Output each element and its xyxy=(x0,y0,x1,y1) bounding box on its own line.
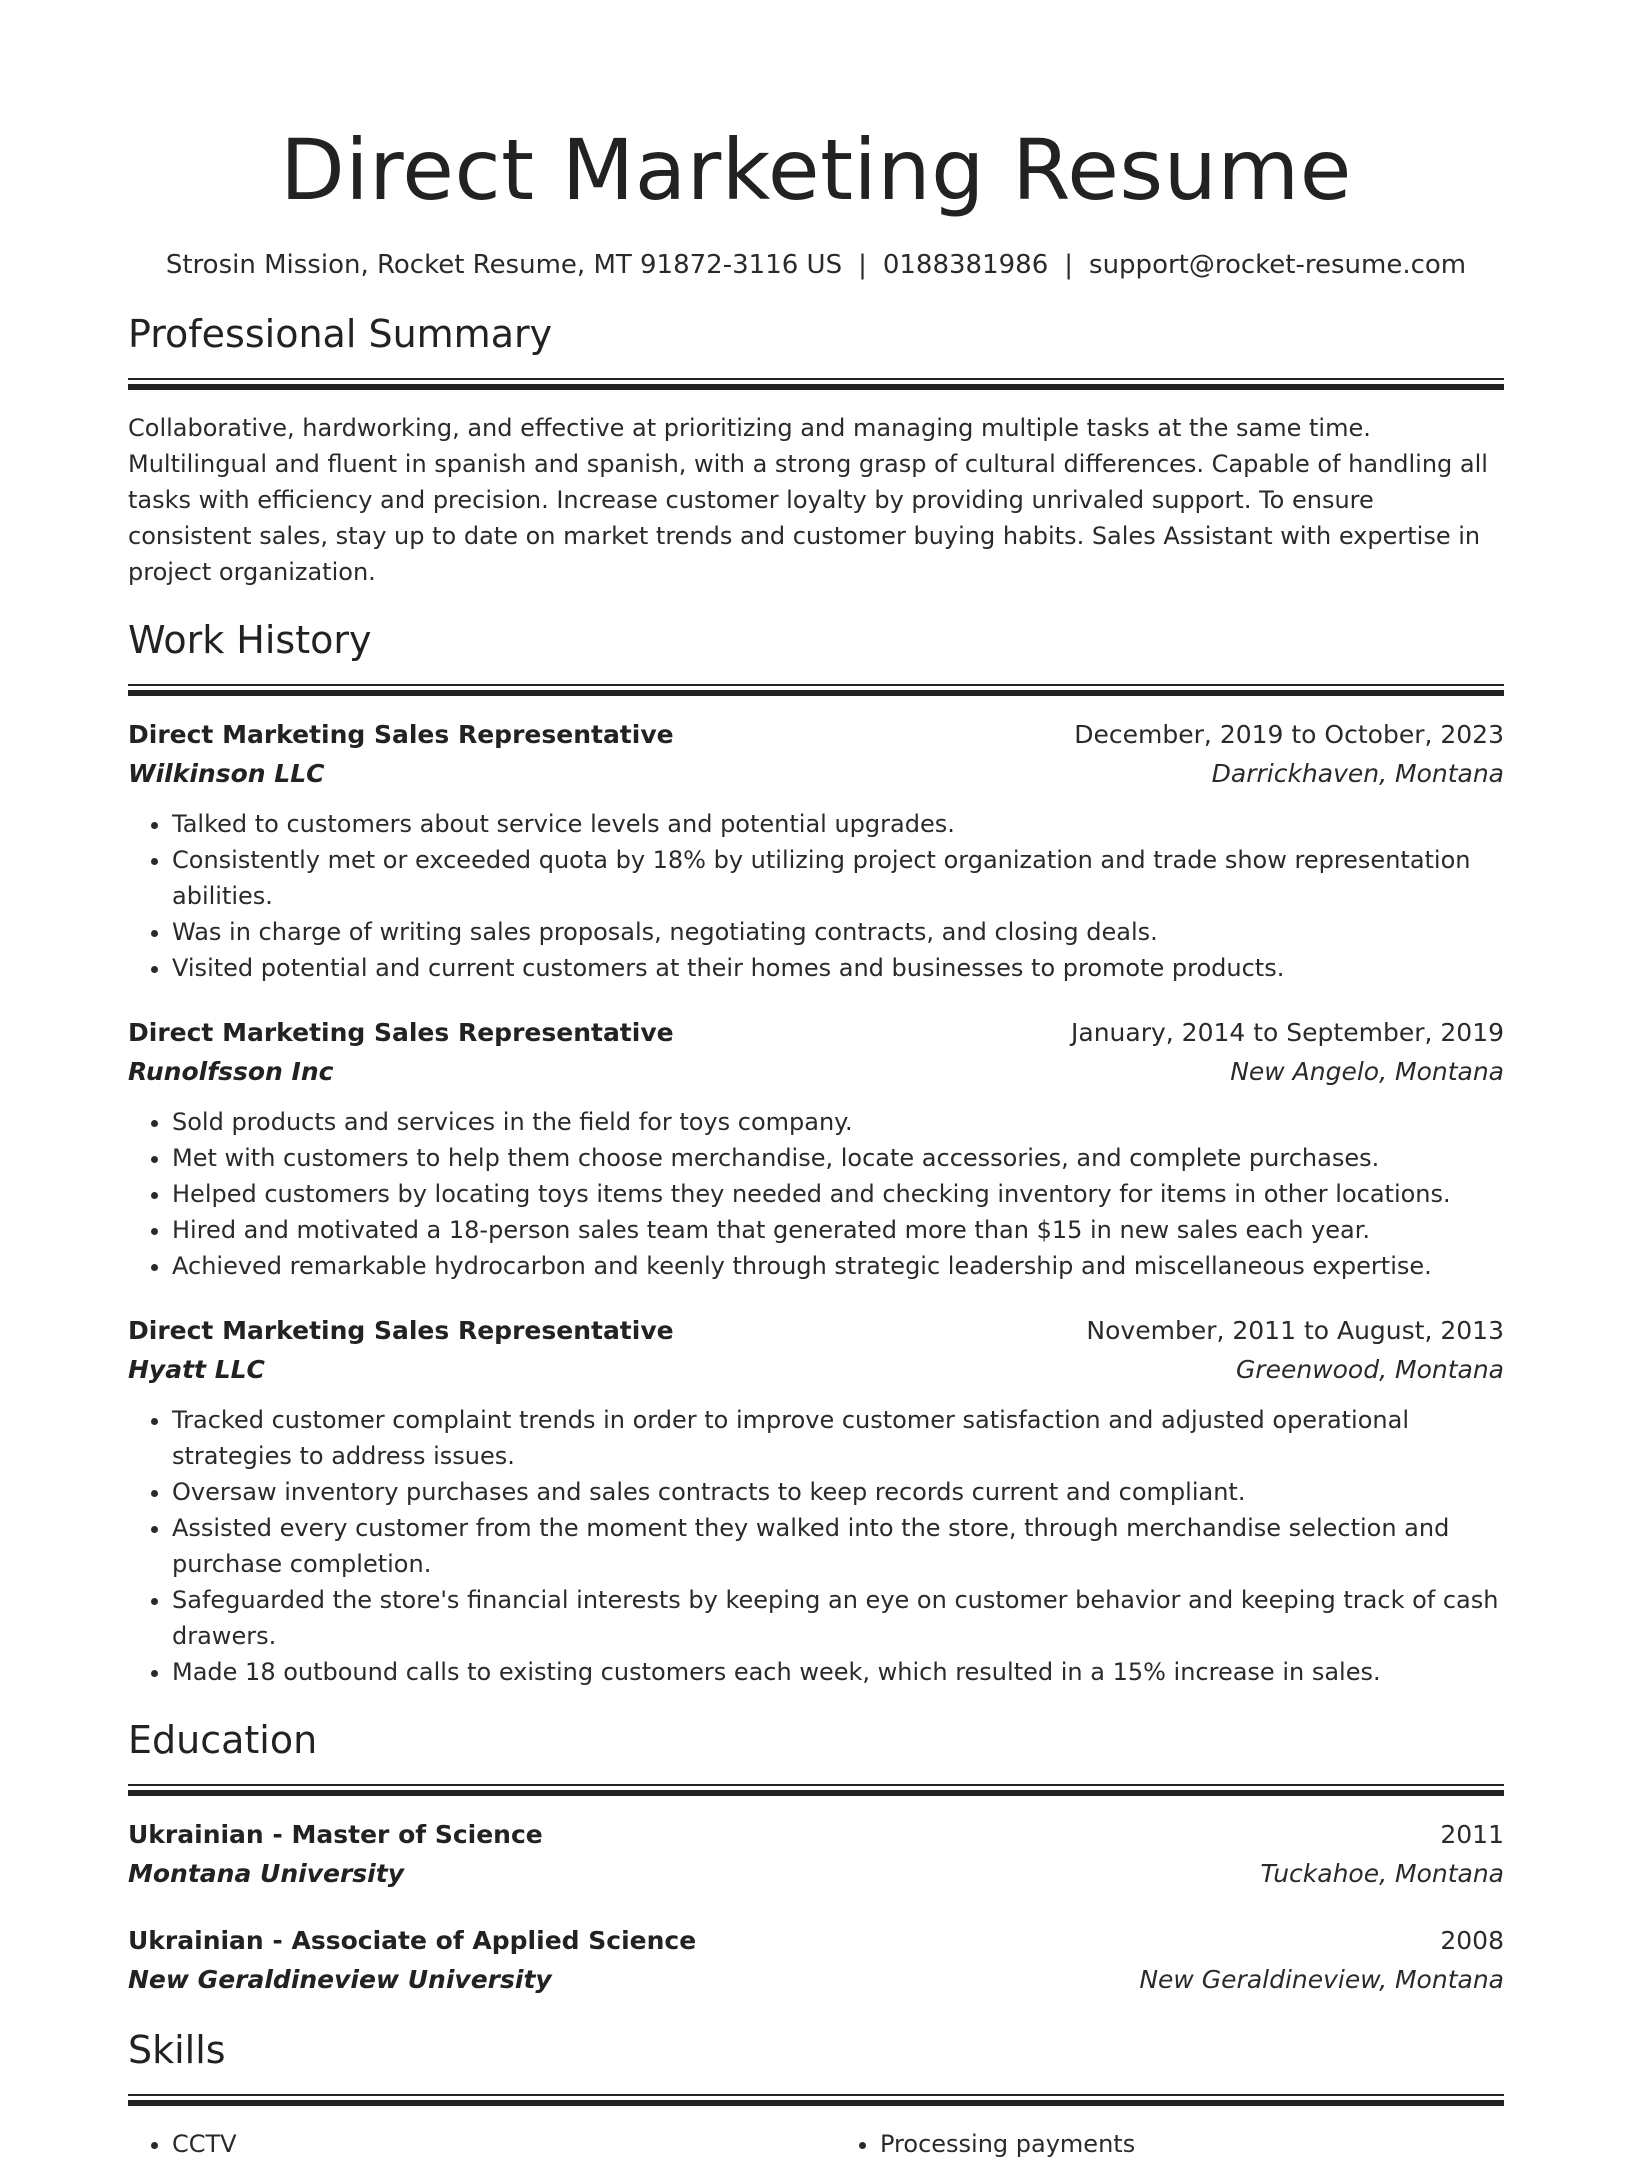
summary-text: Collaborative, hardworking, and effective at prioritizing and managing multiple tasks at the same time. Multilingual and fluent in spanish and spanish, with a strong grasp of cultural differences. Capable of handling all tasks with efficiency and precision. Increase customer loyalty by providing unrivaled support. To ensure consistent sales, stay up to date on market trends and customer buying habits. Sales Assistant with expertise in project organization. xyxy=(128,414,1488,586)
section-divider xyxy=(128,684,1504,696)
section-heading-work-history: Work History xyxy=(128,618,372,662)
section-divider xyxy=(128,1784,1504,1796)
section-divider xyxy=(128,2094,1504,2106)
skills-grid xyxy=(128,2126,1504,2162)
job-bullets xyxy=(128,1104,1504,1284)
list-item: • Safeguarded the store's financial interests by keeping an eye on customer behavior and keeping track of cash drawers. xyxy=(172,1582,1504,1654)
list-item: • Oversaw inventory purchases and sales contracts to keep records current and compliant. xyxy=(172,1474,1504,1510)
page-title: Direct Marketing Resume xyxy=(280,121,1352,219)
list-item: • Assisted every customer from the moment they walked into the store, through merchandise selection and purchase completion. xyxy=(172,1510,1504,1582)
job-location: New Angelo, Montana xyxy=(1230,1057,1504,1086)
job-bullets xyxy=(128,1402,1504,1690)
section-heading-education: Education xyxy=(128,1718,318,1762)
list-item: • Was in charge of writing sales proposals, negotiating contracts, and closing deals. xyxy=(172,914,1504,950)
list-item: • Visited potential and current customers at their homes and businesses to promote products. xyxy=(172,950,1504,986)
section-heading-skills: Skills xyxy=(128,2028,226,2072)
education-entry xyxy=(128,1922,1504,2000)
section-heading-summary: Professional Summary xyxy=(128,312,553,356)
education-school: Montana University xyxy=(128,1859,404,1888)
job-bullets xyxy=(128,806,1504,986)
list-item: • Made 18 outbound calls to existing customers each week, which resulted in a 15% increase in sales. xyxy=(172,1654,1504,1690)
skills-list-left xyxy=(128,2126,796,2162)
list-item: • Sold products and services in the field for toys company. xyxy=(172,1104,1504,1140)
education-year: 2008 xyxy=(1440,1926,1504,1955)
list-item: • Consistently met or exceeded quota by 18% by utilizing project organization and trade show representation abilities. xyxy=(172,842,1504,914)
job-title: Direct Marketing Sales Representative xyxy=(128,720,674,749)
job-location: Greenwood, Montana xyxy=(1235,1355,1504,1384)
contact-separator: | xyxy=(858,250,867,280)
job-title: Direct Marketing Sales Representative xyxy=(128,1316,674,1345)
job-company: Runolfsson Inc xyxy=(128,1057,334,1086)
education-location: Tuckahoe, Montana xyxy=(1260,1859,1504,1888)
education-location: New Geraldineview, Montana xyxy=(1139,1965,1504,1994)
job-dates: November, 2011 to August, 2013 xyxy=(1086,1316,1504,1345)
list-item: • Met with customers to help them choose merchandise, locate accessories, and complete purchases. xyxy=(172,1140,1504,1176)
job-location: Darrickhaven, Montana xyxy=(1211,759,1504,788)
contact-line xyxy=(128,248,1504,282)
list-item: • Helped customers by locating toys items they needed and checking inventory for items in other locations. xyxy=(172,1176,1504,1212)
skill-item: • CCTV xyxy=(172,2126,796,2162)
job-entry xyxy=(128,1312,1504,1690)
education-section xyxy=(128,1718,1504,2000)
job-dates: January, 2014 to September, 2019 xyxy=(1071,1018,1504,1047)
summary-section xyxy=(128,312,1504,590)
list-item: • Achieved remarkable hydrocarbon and keenly through strategic leadership and miscellaneous expertise. xyxy=(172,1248,1504,1284)
list-item: • Tracked customer complaint trends in order to improve customer satisfaction and adjusted operational strategies to address issues. xyxy=(172,1402,1504,1474)
list-item: • Talked to customers about service levels and potential upgrades. xyxy=(172,806,1504,842)
education-year: 2011 xyxy=(1440,1820,1504,1849)
list-item: • Hired and motivated a 18-person sales team that generated more than $15 in new sales each year. xyxy=(172,1212,1504,1248)
job-entry xyxy=(128,716,1504,986)
education-entry xyxy=(128,1816,1504,1894)
job-dates: December, 2019 to October, 2023 xyxy=(1074,720,1504,749)
section-divider xyxy=(128,378,1504,390)
contact-email: support@rocket-resume.com xyxy=(1089,250,1467,280)
education-school: New Geraldineview University xyxy=(128,1965,552,1994)
contact-phone: 0188381986 xyxy=(882,250,1049,280)
job-entry xyxy=(128,1014,1504,1284)
contact-address: Strosin Mission, Rocket Resume, MT 91872-3116 US xyxy=(165,250,843,280)
education-degree: Ukrainian - Associate of Applied Science xyxy=(128,1926,697,1955)
job-company: Wilkinson LLC xyxy=(128,759,325,788)
skills-list-right xyxy=(836,2126,1504,2162)
education-degree: Ukrainian - Master of Science xyxy=(128,1820,543,1849)
skills-section xyxy=(128,2028,1504,2162)
contact-separator: | xyxy=(1064,250,1074,280)
skill-item: • Processing payments xyxy=(880,2126,1504,2162)
work-history-section xyxy=(128,618,1504,1690)
job-title: Direct Marketing Sales Representative xyxy=(128,1018,674,1047)
job-company: Hyatt LLC xyxy=(128,1355,265,1384)
